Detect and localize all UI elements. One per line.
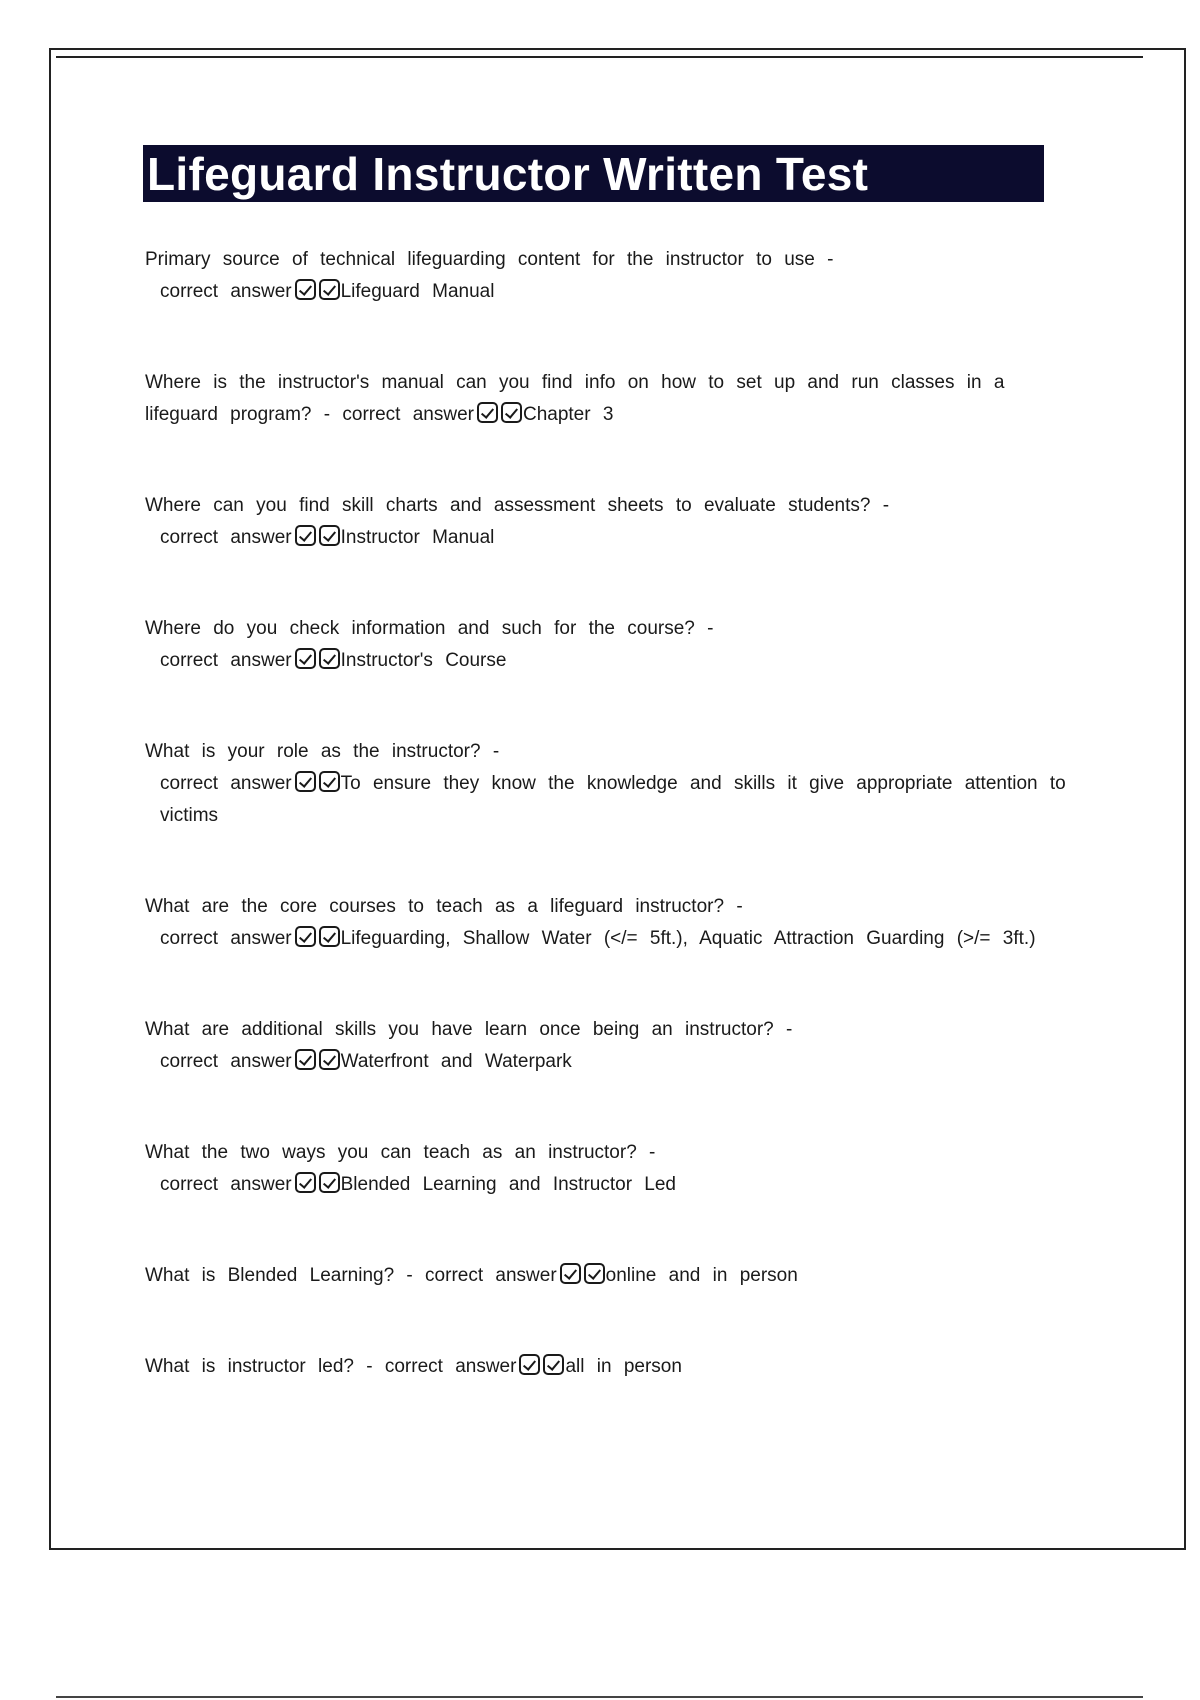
- question-text: What the two ways you can teach as an instructor? -: [145, 1142, 656, 1163]
- answer-prefix: correct answer: [342, 404, 474, 425]
- answer-text: all in person: [565, 1356, 682, 1377]
- checkbox-checked-icon: [295, 279, 316, 300]
- checkbox-checked-icon: [319, 525, 340, 546]
- qa-item: [145, 1137, 1085, 1201]
- title-banner: [143, 145, 1044, 202]
- checkbox-checked-icon: [477, 402, 498, 423]
- checkbox-checked-icon: [295, 1172, 316, 1193]
- question-text: What is instructor led? -: [145, 1356, 373, 1377]
- qa-item: [145, 891, 1085, 955]
- checkbox-checked-icon: [501, 402, 522, 423]
- answer-text: Instructor's Course: [340, 650, 507, 671]
- answer-line: [145, 522, 1085, 554]
- answer-text: Chapter 3: [522, 404, 614, 425]
- answer-text: Instructor Manual: [340, 527, 495, 548]
- checkbox-checked-icon: [295, 525, 316, 546]
- checkbox-checked-icon: [295, 1049, 316, 1070]
- answer-prefix: correct answer: [160, 281, 292, 302]
- checkbox-checked-icon: [543, 1354, 564, 1375]
- checkbox-checked-icon: [295, 771, 316, 792]
- answer-prefix: correct answer: [160, 928, 292, 949]
- qa-item: [145, 490, 1085, 554]
- qa-item: [145, 367, 1085, 431]
- bottom-rule: [56, 1696, 1143, 1698]
- answer-text: online and in person: [605, 1265, 798, 1286]
- question-list: [145, 244, 1085, 1383]
- answer-prefix: correct answer: [160, 650, 292, 671]
- checkbox-checked-icon: [319, 926, 340, 947]
- answer-prefix: correct answer: [160, 1051, 292, 1072]
- answer-line: [413, 1265, 798, 1286]
- qa-item: [145, 1014, 1085, 1078]
- answer-text: Blended Learning and Instructor Led: [340, 1174, 676, 1195]
- answer-line: [145, 645, 1085, 677]
- question-text: What are additional skills you have learn once being an instructor? -: [145, 1019, 793, 1040]
- checkbox-checked-icon: [519, 1354, 540, 1375]
- answer-text: Lifeguard Manual: [340, 281, 495, 302]
- question-text: Where do you check information and such for the course? -: [145, 618, 714, 639]
- checkbox-checked-icon: [295, 926, 316, 947]
- checkbox-checked-icon: [584, 1263, 605, 1284]
- answer-prefix: correct answer: [160, 1174, 292, 1195]
- question-text: What are the core courses to teach as a lifeguard instructor? -: [145, 896, 743, 917]
- answer-line: [330, 404, 613, 425]
- checkbox-checked-icon: [560, 1263, 581, 1284]
- answer-line: [145, 768, 1085, 832]
- answer-prefix: correct answer: [425, 1265, 557, 1286]
- qa-item: [145, 613, 1085, 677]
- answer-prefix: correct answer: [160, 527, 292, 548]
- qa-item: [145, 1351, 1085, 1383]
- qa-item: [145, 736, 1085, 832]
- answer-line: [145, 1046, 1085, 1078]
- checkbox-checked-icon: [319, 279, 340, 300]
- checkbox-checked-icon: [319, 1049, 340, 1070]
- checkbox-checked-icon: [319, 648, 340, 669]
- qa-item: [145, 244, 1085, 308]
- answer-line: [145, 1169, 1085, 1201]
- question-text: What is your role as the instructor? -: [145, 741, 500, 762]
- top-rule: [56, 56, 1143, 58]
- answer-line: [145, 276, 1085, 308]
- checkbox-checked-icon: [319, 771, 340, 792]
- checkbox-checked-icon: [295, 648, 316, 669]
- answer-line: [373, 1356, 682, 1377]
- qa-item: [145, 1260, 1085, 1292]
- checkbox-checked-icon: [319, 1172, 340, 1193]
- question-text: Where can you find skill charts and assessment sheets to evaluate students? -: [145, 495, 890, 516]
- answer-prefix: correct answer: [160, 773, 292, 794]
- page-title: Lifeguard Instructor Written Test: [147, 147, 869, 200]
- answer-text: To ensure they know the knowledge and skills it give appropriate attention to victims: [160, 773, 1066, 826]
- question-text: What is Blended Learning? -: [145, 1265, 413, 1286]
- answer-text: Lifeguarding, Shallow Water (</= 5ft.), Aquatic Attraction Guarding (>/= 3ft.): [340, 928, 1036, 949]
- answer-prefix: correct answer: [384, 1356, 517, 1377]
- answer-text: Waterfront and Waterpark: [340, 1051, 572, 1072]
- question-text: Where is the instructor's manual can you find info on how to set up and run classes in a lifeguard program? -: [145, 372, 1005, 425]
- question-text: Primary source of technical lifeguarding content for the instructor to use -: [145, 249, 834, 270]
- answer-line: [145, 923, 1085, 955]
